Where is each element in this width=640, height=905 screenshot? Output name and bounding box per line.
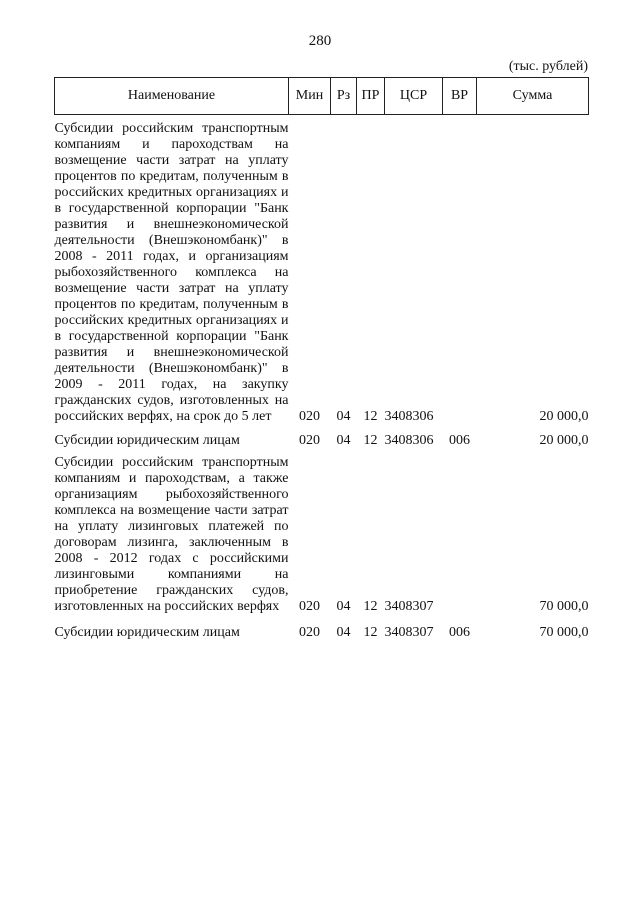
row-pr: 12 <box>363 599 378 614</box>
header-min: Мин <box>289 78 331 115</box>
header-vr: ВР <box>443 78 477 115</box>
row-min: 020 <box>299 625 320 640</box>
row-rz: 04 <box>336 409 351 424</box>
header-name: Наименование <box>55 78 289 115</box>
row-name <box>55 115 289 426</box>
header-pr: ПР <box>357 78 385 115</box>
row-name: Субсидии юридическим лицам <box>54 625 240 640</box>
row-vr: 006 <box>449 433 470 448</box>
row-vr <box>443 115 477 426</box>
row-csr: 3408307 <box>384 625 434 640</box>
row-sum: 20 000,0 <box>539 433 589 448</box>
table-row <box>55 425 589 453</box>
row-sum: 70 000,0 <box>539 599 589 614</box>
budget-table <box>54 77 589 645</box>
row-sum: 70 000,0 <box>539 625 589 640</box>
row-rz: 04 <box>336 433 351 448</box>
row-rz: 04 <box>336 625 351 640</box>
table-row <box>55 453 589 615</box>
page-number: 280 <box>308 33 332 49</box>
row-csr: 3408306 <box>384 433 434 448</box>
header-sum: Сумма <box>477 78 589 115</box>
row-vr: 006 <box>449 625 470 640</box>
table-row <box>55 115 589 426</box>
row-min: 020 <box>299 599 320 614</box>
row-min: 020 <box>299 409 320 424</box>
row-min: 020 <box>299 433 320 448</box>
row-pr: 12 <box>363 625 378 640</box>
header-csr: ЦСР <box>385 78 443 115</box>
row-sum: 20 000,0 <box>539 409 589 424</box>
row-vr <box>443 453 477 615</box>
row-pr: 12 <box>363 433 378 448</box>
row-name-text: Субсидии российским транспортным компаниям и пароходствам на возмещение части затрат на уплату процентов по кредитам, полученным в российских кредитных организациях и в государственной корпорации "Банк развития и внешнеэкономической деятельности (Внешэкономбанк)" в 2008 - 2011 годах, и организациям рыбохозяйственного комплекса на возмещение части затрат на уплату процентов по кредитам, полученным в российских кредитных организациях и в государственной корпорации "Банк развития и внешнеэкономической деятельности (Внешэкономбанк)" в 2009 - 2011 годах, на закупку гражданских судов, изготовленных на российских верфях, на срок до 5 лет <box>54 121 289 424</box>
row-csr: 3408307 <box>384 599 434 614</box>
header-rz: Рз <box>331 78 357 115</box>
row-name-text: Субсидии российским транспортным компаниям и пароходствам, а также организациям рыбохозяйственного комплекса на возмещение части затрат на уплату лизинговых платежей по договорам лизинга, заключенным в 2008 - 2012 годах с российскими лизинговыми компаниями на приобретение гражданских судов, изготовленных на российских верфях <box>54 455 289 614</box>
units-note: (тыс. рублей) <box>508 59 588 74</box>
row-rz: 04 <box>336 599 351 614</box>
table-header <box>55 78 589 115</box>
row-name: Субсидии юридическим лицам <box>54 433 240 448</box>
row-name <box>55 453 289 615</box>
row-csr: 3408306 <box>384 409 434 424</box>
row-pr: 12 <box>363 409 378 424</box>
table-row <box>55 615 589 645</box>
